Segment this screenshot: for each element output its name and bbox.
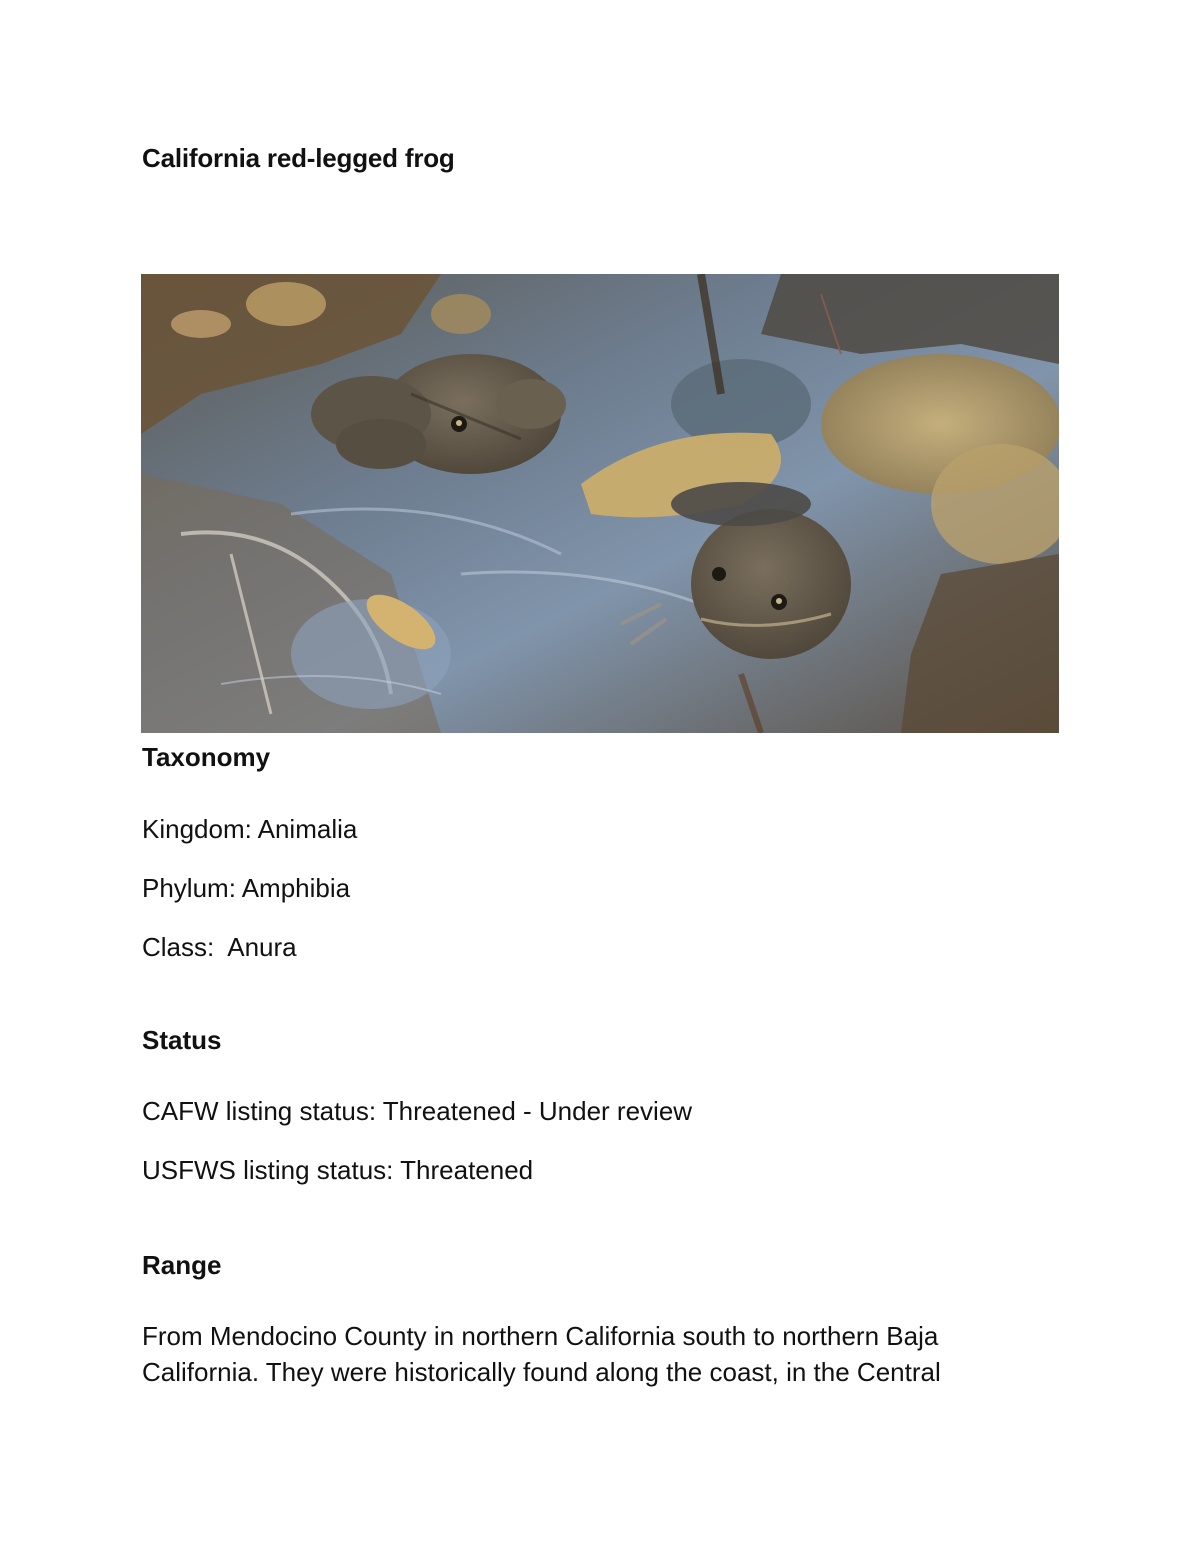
frog-photo-illustration xyxy=(141,274,1059,733)
taxonomy-heading: Taxonomy xyxy=(142,742,271,772)
status-usfws: USFWS listing status: Threatened xyxy=(142,1155,534,1185)
taxonomy-class: Class: Anura xyxy=(142,932,297,962)
status-heading: Status xyxy=(142,1025,222,1055)
frog-photo xyxy=(141,274,1059,733)
status-cafw: CAFW listing status: Threatened - Under review xyxy=(142,1096,693,1126)
range-heading: Range xyxy=(142,1250,222,1280)
taxonomy-kingdom: Kingdom: Animalia xyxy=(142,814,358,844)
range-text: From Mendocino County in northern California south to northern Baja California. They were historically found along the coast, in the Central xyxy=(142,1321,941,1387)
page-title: California red-legged frog xyxy=(142,143,455,173)
taxonomy-phylum: Phylum: Amphibia xyxy=(142,873,351,903)
